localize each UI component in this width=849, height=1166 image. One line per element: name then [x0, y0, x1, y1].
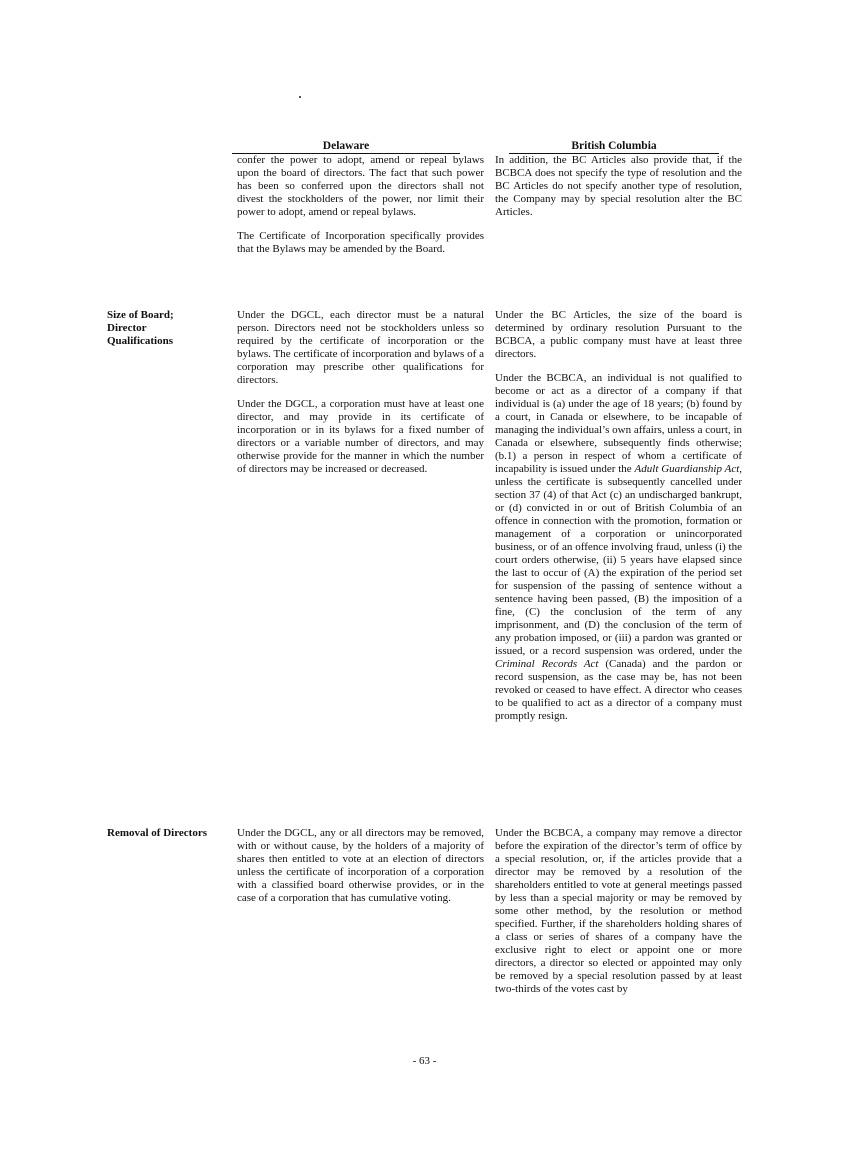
- bc-column-header: British Columbia: [509, 140, 719, 154]
- size-de-paragraph-2: Under the DGCL, a corporation must have at least one director, and may provide in its certificate of incorporation or in its bylaws for a fixed number of directors or a variable number of directors, and may otherwise provide for the manner in which the number of directors may be increased or decreased.: [237, 398, 484, 475]
- criminal-records-act-ref: Criminal Records Act: [495, 658, 599, 670]
- intro-bc-text: [495, 154, 742, 230]
- size-bc-p2-part-a: Under the BCBCA, an individual is not qualified to become or act as a director of a company if that individual is (a) under the age of 18 years; (b) found by a court, in Canada or elsewhere, to be incapable of managing the individual’s own affairs, unless a court, in Canada or elsewhere, subsequently finds otherwise; (b.1) a person in respect of whom a certificate of incapability is issued under the: [495, 372, 742, 475]
- adult-guardianship-act-ref: Adult Guardianship Act: [634, 463, 740, 475]
- size-bc-p2-part-b: , unless the certificate is subsequently cancelled under section 37 (4) of that Act (c) an undischarged bankrupt, or (d) convicted in or out of British Columbia of an offence in connection with the promotion, formation or management of a corporation or unincorporated business, or of an offence involving fraud, unless (i) the court orders otherwise, (ii) 5 years have elapsed since the last to occur of (A) the expiration of the period set for suspension of the passing of sentence without a sentence having been passed, (B) the imposition of a fine, (C) the conclusion of the term of any imprisonment, and (D) the conclusion of the term of any probation imposed, or (iii) a pardon was granted or issued, or a record suspension was ordered, under the: [495, 463, 743, 657]
- intro-de-paragraph-2: The Certificate of Incorporation specifically provides that the Bylaws may be amended by the Board.: [237, 230, 484, 255]
- size-of-board-delaware-text: [237, 309, 484, 487]
- page-number: - 63 -: [412, 1055, 437, 1067]
- removal-de-paragraph-1: Under the DGCL, any or all directors may be removed, with or without cause, by the holders of a majority of shares then entitled to vote at an election of directors unless the certificate of incorporation of a corporation with a classified board otherwise provides, or in the case of a corporation that has cumulative voting.: [237, 827, 484, 904]
- size-of-board-label: [107, 309, 225, 348]
- intro-delaware-text: [237, 154, 484, 267]
- size-bc-paragraph-1: Under the BC Articles, the size of the board is determined by ordinary resolution Pursuant to the BCBCA, a public company must have at least three directors.: [495, 309, 742, 360]
- size-of-board-label-line-2: Director: [107, 322, 147, 334]
- removal-bc-text: [495, 827, 742, 1007]
- size-of-board-label-line-1: Size of Board;: [107, 309, 174, 321]
- delaware-column-header: Delaware: [232, 140, 460, 154]
- size-bc-paragraph-2: [495, 372, 742, 723]
- size-bc-p2-part-c: (Canada) and the pardon or record suspension, as the case may be, has not been revoked or ceased to have effect. A director who ceases to be qualified to act as a director of a company must promptly resign.: [495, 658, 743, 722]
- size-of-board-label-line-3: Qualifications: [107, 335, 174, 347]
- intro-de-paragraph-1: confer the power to adopt, amend or repeal bylaws upon the board of directors. The fact that such power has been so conferred upon the directors shall not divest the stockholders of the power, nor limit their power to adopt, amend or repeal bylaws.: [237, 154, 484, 218]
- size-of-board-bc-text: [495, 309, 742, 734]
- removal-delaware-text: [237, 827, 484, 916]
- intro-bc-paragraph-1: In addition, the BC Articles also provide that, if the BCBCA does not specify the type of resolution and the BC Articles do not specify another type of resolution, the Company may by special resolution alter the BC Articles.: [495, 154, 742, 218]
- removal-bc-paragraph-1: Under the BCBCA, a company may remove a director before the expiration of the director’s term of office by a special resolution, or, if the articles provide that a director may be removed by a resolution of the shareholders entitled to vote at general meetings passed by less than a special majority or may be removed by some other method, by the resolution or method specified. Further, if the shareholders holding shares of a class or series of shares of a company have the exclusive right to elect or appoint one or more directors, a director so elected or appointed may only be removed by a special resolution passed by at least two-thirds of the votes cast by: [495, 827, 742, 995]
- size-de-paragraph-1: Under the DGCL, each director must be a natural person. Directors need not be stockholders unless so required by the certificate of incorporation or the bylaws. The certificate of incorporation and bylaws of a corporation may prescribe other qualifications for directors.: [237, 309, 484, 386]
- removal-of-directors-label: Removal of Directors: [107, 827, 207, 839]
- stray-mark: [299, 96, 301, 98]
